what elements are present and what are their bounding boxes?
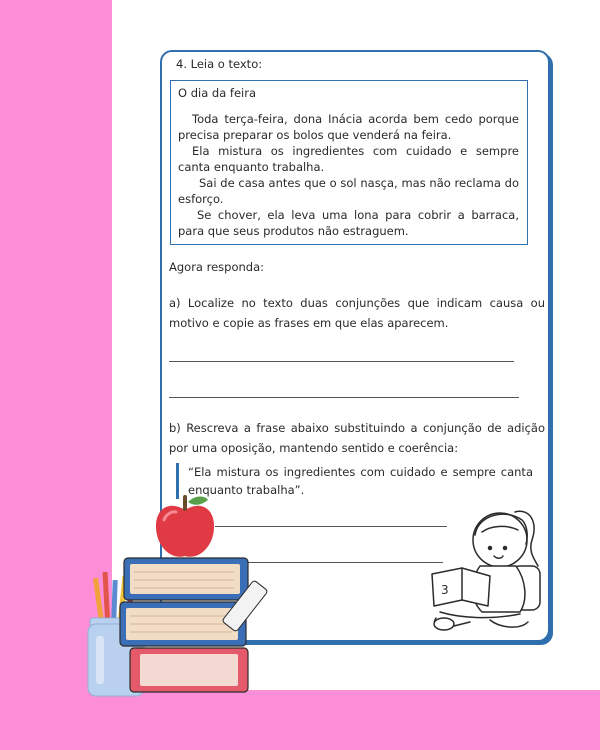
instruction-text: Agora responda: bbox=[169, 260, 265, 274]
svg-text:3: 3 bbox=[441, 583, 449, 597]
quote-text: “Ela mistura os ingredientes com cuidado e sempre canta enquanto trabalha”. bbox=[188, 465, 533, 497]
paragraph-2: Ela mistura os ingredientes com cuidado e sempre canta enquanto trabalha. bbox=[178, 144, 519, 174]
question-number: 4. Leia o texto: bbox=[176, 57, 263, 71]
reading-text-title: O dia da feira bbox=[178, 86, 257, 100]
paragraph-4: Se chover, ela leva uma lona para cobrir a barraca, para que seus produtos não estraguem. bbox=[178, 208, 519, 238]
reading-girl-icon bbox=[432, 511, 540, 630]
item-a-text: a) Localize no texto duas conjunções que indicam causa ou motivo e copie as frases em que elas aparecem. bbox=[169, 296, 545, 330]
item-b-text: b) Rescreva a frase abaixo substituindo a conjunção de adição por uma oposição, mantendo sentido e coerência: bbox=[169, 421, 545, 455]
paragraph-1: Toda terça-feira, dona Inácia acorda bem cedo porque precisa preparar os bolos que venderá na feira. bbox=[178, 112, 519, 142]
paragraph-3: Sai de casa antes que o sol nasça, mas não reclama do esforço. bbox=[178, 176, 519, 206]
apple-icon bbox=[156, 495, 214, 557]
book-stack-icon bbox=[120, 558, 268, 692]
